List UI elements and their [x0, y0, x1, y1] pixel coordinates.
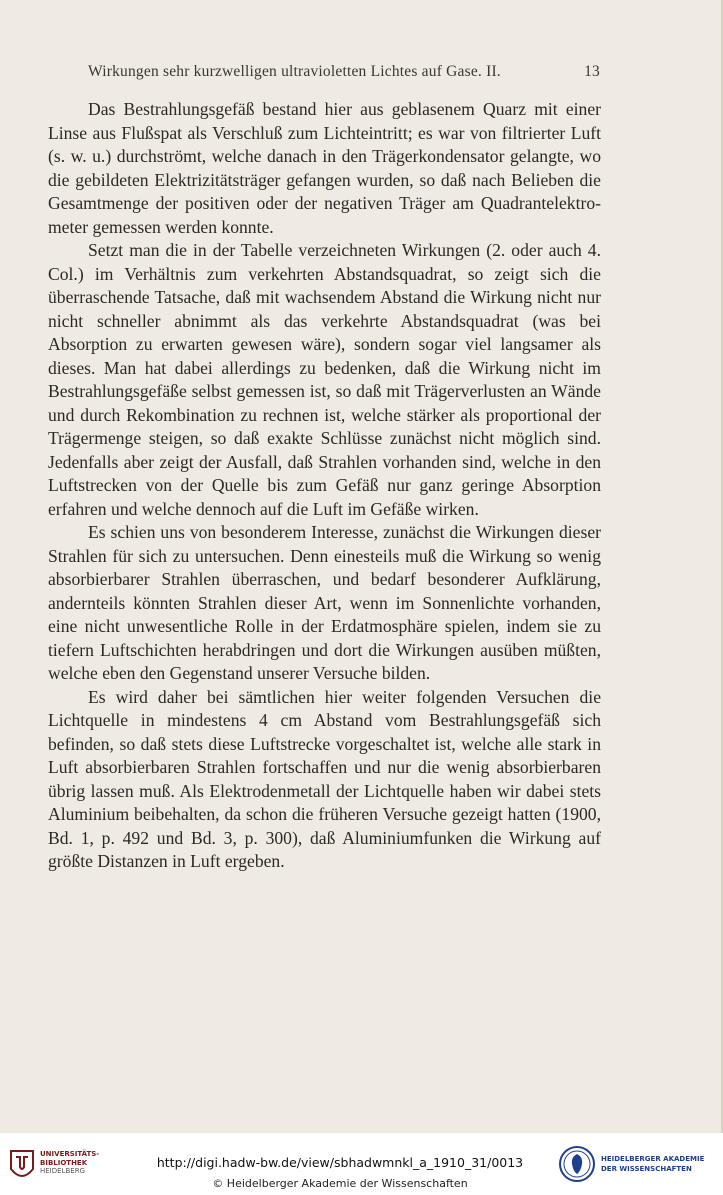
- paragraph: Setzt man die in der Tabelle verzeichneten Wirkungen (2. oder auch 4. Col.) im Verhältnis zum verkehrten Abstandsquadrat, so zeigt sich die überraschende Tatsache, daß mit wachsendem Abstand die Wirkung nicht nur nicht schneller abnimmt als das verkehrte Abstandsquadrat (was bei Absorption zu erwarten gewesen wäre), sondern sogar viel langsamer als dieses. Man hat dabei allerdings zu bedenken, daß die Wirkung nicht im Bestrahlungsgefäße selbst gemessen ist, so daß mit Trägerverlusten an Wände und durch Rekombination zu rechnen ist, welche stärker als proportional der Trägermenge steigen, so daß exakte Schlüsse zunächst nicht möglich sind. Jedenfalls aber zeigt der Ausfall, daß Strahlen vorhanden sind, welche in den Luftstrecken von der Quelle bis zum Gefäß nur ganz geringe Absorption erfahren und welche dennoch auf die Luft im Gefäße wirken.: [48, 240, 601, 519]
- academy-name: HEIDELBERGER AKADEMIE DER WISSENSCHAFTEN: [601, 1155, 705, 1173]
- running-head: [88, 63, 600, 81]
- university-library-logo-icon: [8, 1149, 36, 1183]
- library-name: UNIVERSITÄTS- BIBLIOTHEK HEIDELBERG: [40, 1150, 100, 1175]
- paragraph: Es schien uns von besonderem Interesse, zunächst die Wirkungen dieser Strahlen für sich zu untersuchen. Denn einesteils muß die Wirkung so wenig absorbierbarer Strahlen überraschen, und bedarf besonderer Aufklärung, andernteils könnten Strahlen dieser Art, wenn im Sonnenlichte vorhanden, eine nicht unwesentliche Rolle in der Erdatmosphäre spielen, indem sie zu tiefern Luftschichten herabdringen und dort die Wirkungen ausüben müßten, welche eben den Gegenstand unserer Versuche bilden.: [48, 522, 601, 683]
- paragraph: Das Bestrahlungsgefäß bestand hier aus geblasenem Quarz mit einer Linse aus Flußspat als Verschluß zum Lichteintritt; es war von filtrierter Luft (s. w. u.) durchströmt, welche danach in den Trägerkondensator gelangte, wo die gebildeten Elektrizitätsträger gefangen wurden, so daß nach Belieben die Gesamtmenge der positiven oder der negativen Träger am Quadrantelektrometer gemessen werden konnte.: [48, 99, 601, 237]
- academy-seal-icon: [558, 1145, 596, 1183]
- source-url[interactable]: http://digi.hadw-bw.de/view/sbhadwmnkl_a_1910_31/0013: [156, 1155, 524, 1170]
- paragraph: Es wird daher bei sämtlichen hier weiter folgenden Versuchen die Lichtquelle in mindestens 4 cm Abstand vom Bestrahlungsgefäß sich befinden, so daß stets diese Luftstrecke vorgeschaltet ist, welche alle stark in Luft absorbierbaren Strahlen fortschaffen und nur die wenig absorbierbaren übrig lassen muß. Als Elektrodenmetall der Lichtquelle haben wir dabei stets Aluminium beibehalten, da schon die früheren Versuche gezeigt hatten (1900, Bd. 1, p. 492 und Bd. 3, p. 300), daß Aluminiumfunken die Wirkung auf größte Distanzen in Luft ergeben.: [48, 686, 601, 871]
- running-title: Wirkungen sehr kurzwelligen ultravioletten Lichtes auf Gase. II.: [88, 63, 501, 80]
- page-number: 13: [584, 63, 600, 80]
- footer-bar: [0, 1133, 723, 1195]
- copyright-notice: © Heidelberger Akademie der Wissenschaften: [212, 1177, 468, 1190]
- body-text: [48, 98, 601, 874]
